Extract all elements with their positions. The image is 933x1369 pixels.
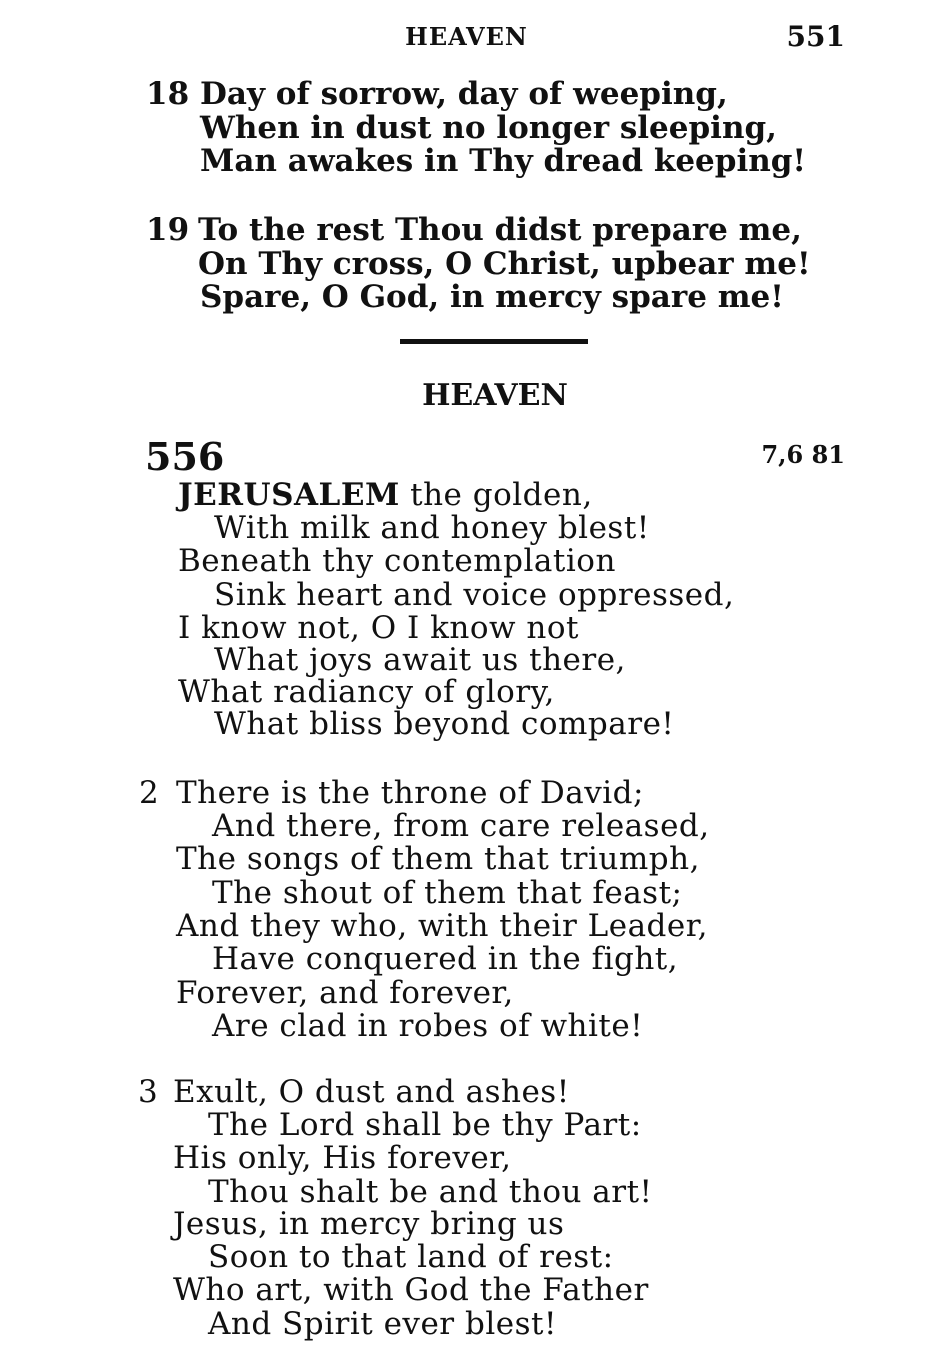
verse-line: Are clad in robes of white! xyxy=(212,1008,644,1044)
verse-line: The Lord shall be thy Part: xyxy=(208,1107,642,1143)
verse-line: Exult, O dust and ashes! xyxy=(173,1074,570,1110)
stanza-number: 19 xyxy=(146,212,190,248)
verse-line: Thou shalt be and thou art! xyxy=(208,1174,653,1210)
verse-line: Man awakes in Thy dread keeping! xyxy=(200,143,807,179)
stanza-number: 2 xyxy=(139,775,160,811)
first-line-rest: the golden, xyxy=(399,477,593,513)
stanza-number: 3 xyxy=(138,1074,159,1110)
hymn-meter: 7,6 81 xyxy=(761,440,845,469)
verse-line: His only, His forever, xyxy=(173,1140,512,1176)
verse-line: And there, from care released, xyxy=(212,808,710,844)
verse-line-first xyxy=(178,477,593,513)
verse-line: Have conquered in the fight, xyxy=(212,941,679,977)
verse-line: Spare, O God, in mercy spare me! xyxy=(200,279,784,315)
verse-line: Beneath thy contemplation xyxy=(178,543,616,579)
section-title: HEAVEN xyxy=(422,378,568,413)
verse-line: I know not, O I know not xyxy=(178,610,579,646)
verse-line: The shout of them that feast; xyxy=(212,875,683,911)
verse-line: Who art, with God the Father xyxy=(173,1272,649,1308)
page-number: 551 xyxy=(786,20,845,53)
verse-line: Day of sorrow, day of weeping, xyxy=(200,76,728,112)
running-header-title: HEAVEN xyxy=(405,22,528,51)
verse-line: Jesus, in mercy bring us xyxy=(173,1206,565,1242)
verse-line: Forever, and forever, xyxy=(176,975,514,1011)
verse-line: With milk and honey blest! xyxy=(214,510,650,546)
verse-line: On Thy cross, O Christ, upbear me! xyxy=(198,246,811,282)
verse-line: There is the throne of David; xyxy=(176,775,644,811)
verse-line: What joys await us there, xyxy=(214,642,626,678)
verse-line: The songs of them that triumph, xyxy=(176,841,700,877)
verse-line: What bliss beyond compare! xyxy=(214,706,675,742)
verse-line: What radiancy of glory, xyxy=(178,674,555,710)
verse-line: When in dust no longer sleeping, xyxy=(200,110,777,146)
section-divider xyxy=(400,339,588,344)
verse-line: To the rest Thou didst prepare me, xyxy=(198,212,802,248)
first-word: JERUSALEM xyxy=(178,477,400,513)
verse-line: Soon to that land of rest: xyxy=(208,1239,614,1275)
verse-line: And they who, with their Leader, xyxy=(176,908,709,944)
stanza-number: 18 xyxy=(146,76,190,112)
verse-line: And Spirit ever blest! xyxy=(208,1306,557,1342)
hymn-number: 556 xyxy=(145,434,225,479)
verse-line: Sink heart and voice oppressed, xyxy=(214,577,735,613)
